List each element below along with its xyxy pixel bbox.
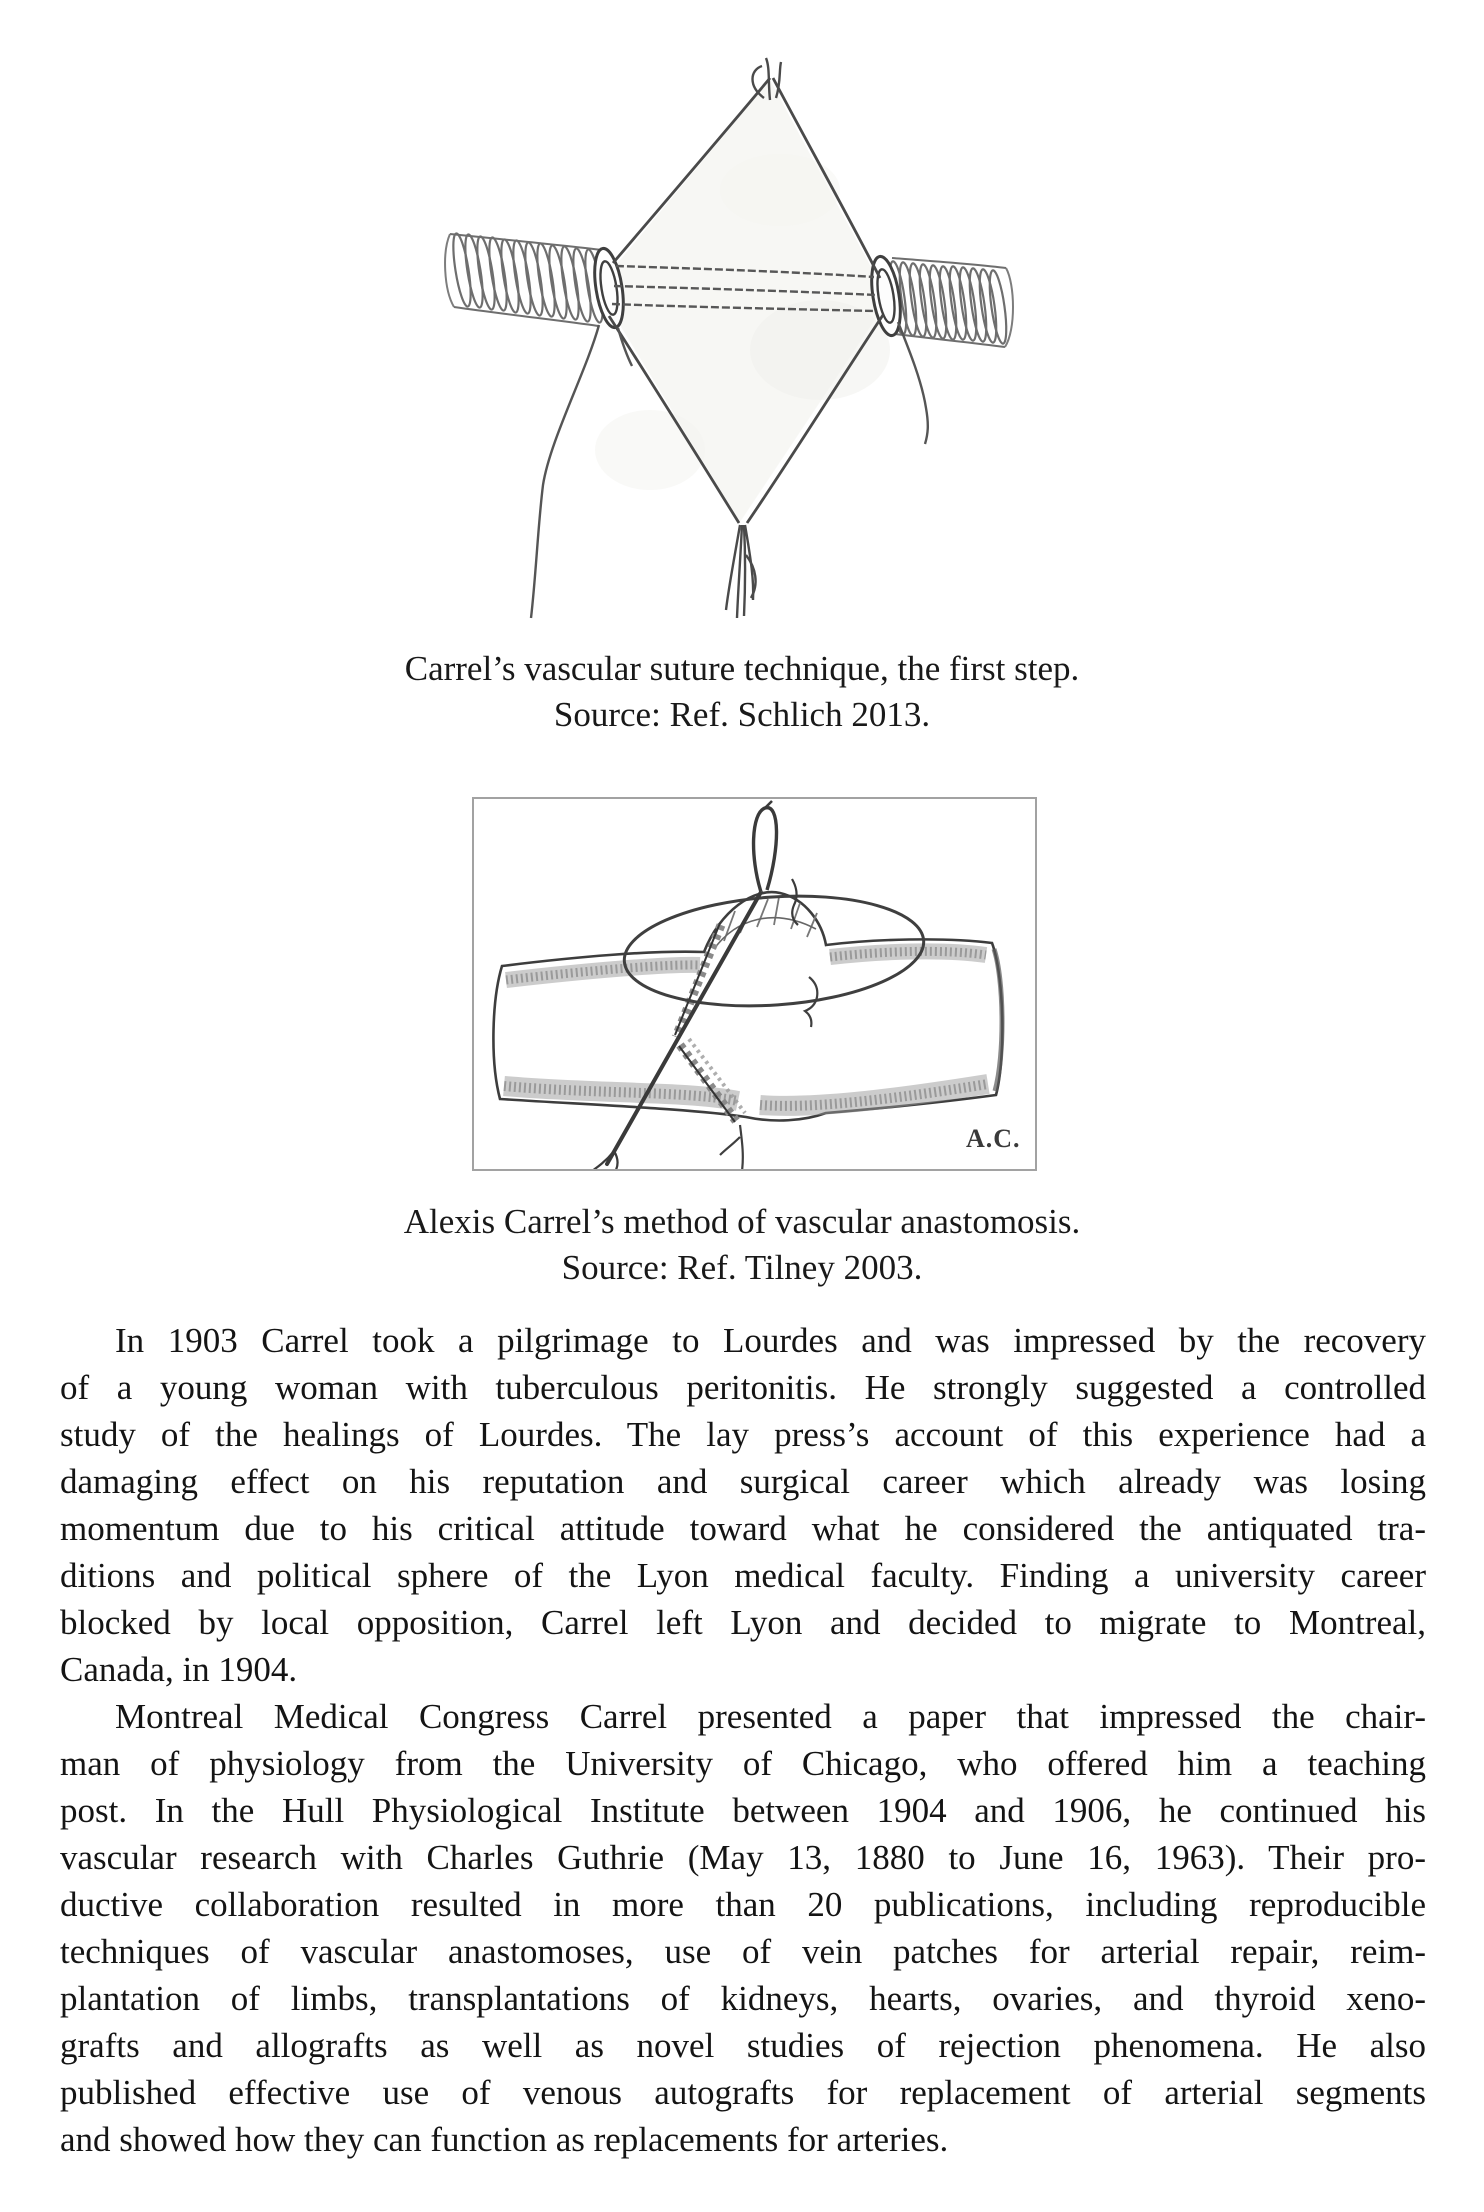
figure1-caption (0, 646, 1484, 738)
body-line: damaging effect on his reputation and surgical career which already was losing (60, 1462, 1426, 1501)
body-line: Canada, in 1904. (60, 1650, 298, 1689)
body-line: Montreal Medical Congress Carrel presented a paper that impressed the chair- (115, 1697, 1426, 1736)
thread-ends-bottom (720, 1125, 743, 1169)
vessel-right (867, 254, 1013, 347)
body-line: and showed how they can function as replacements for arteries. (60, 2120, 949, 2159)
body-line: In 1903 Carrel took a pilgrimage to Lourdes and was impressed by the recovery (115, 1321, 1426, 1360)
body-line: ditions and political sphere of the Lyon medical faculty. Finding a university career (60, 1556, 1426, 1595)
anastomosis-drawing-svg (474, 799, 1035, 1169)
figure2-caption-title: Alexis Carrel’s method of vascular anastomosis. (403, 1202, 1081, 1241)
artist-initials: A.C. (966, 1124, 1021, 1153)
vessel-left (445, 232, 628, 329)
tassel-bottom (726, 525, 756, 618)
body-line: published effective use of venous autografts for replacement of arterial segments (60, 2073, 1426, 2112)
thread-right (898, 322, 928, 444)
body-line: vascular research with Charles Guthrie (May 13, 1880 to June 16, 1963). Their pro- (60, 1838, 1426, 1877)
paragraph-1 (60, 1317, 1426, 1693)
body-text (60, 1317, 1426, 2163)
body-line: ductive collaboration resulted in more than 20 publications, including reproducible (60, 1885, 1426, 1924)
body-line: grafts and allografts as well as novel studies of rejection phenomena. He also (60, 2026, 1426, 2065)
body-line: post. In the Hull Physiological Institute between 1904 and 1906, he continued his (60, 1791, 1426, 1830)
body-line: of a young woman with tuberculous peritonitis. He strongly suggested a controlled (60, 1368, 1426, 1407)
body-line: blocked by local opposition, Carrel left Lyon and decided to migrate to Montreal, (60, 1603, 1426, 1642)
body-line: techniques of vascular anastomoses, use of vein patches for arterial repair, reim- (60, 1932, 1426, 1971)
body-line: study of the healings of Lourdes. The lay press’s account of this experience had a (60, 1415, 1426, 1454)
figure2-frame (472, 797, 1037, 1171)
figure1-caption-source: Source: Ref. Schlich 2013. (553, 695, 931, 734)
triangulation-drawing-svg (350, 20, 1050, 632)
figure1-caption-title: Carrel’s vascular suture technique, the first step. (404, 649, 1080, 688)
body-line: momentum due to his critical attitude toward what he considered the antiquated tra- (60, 1509, 1426, 1548)
figure1-illustration (350, 20, 1050, 632)
body-line: man of physiology from the University of Chicago, who offered him a teaching (60, 1744, 1426, 1783)
figure2-caption (0, 1199, 1484, 1291)
body-line: plantation of limbs, transplantations of kidneys, hearts, ovaries, and thyroid xeno- (60, 1979, 1426, 2018)
paragraph-2 (60, 1693, 1426, 2163)
figure2-caption-source: Source: Ref. Tilney 2003. (561, 1248, 923, 1287)
paper-shading (595, 80, 890, 522)
